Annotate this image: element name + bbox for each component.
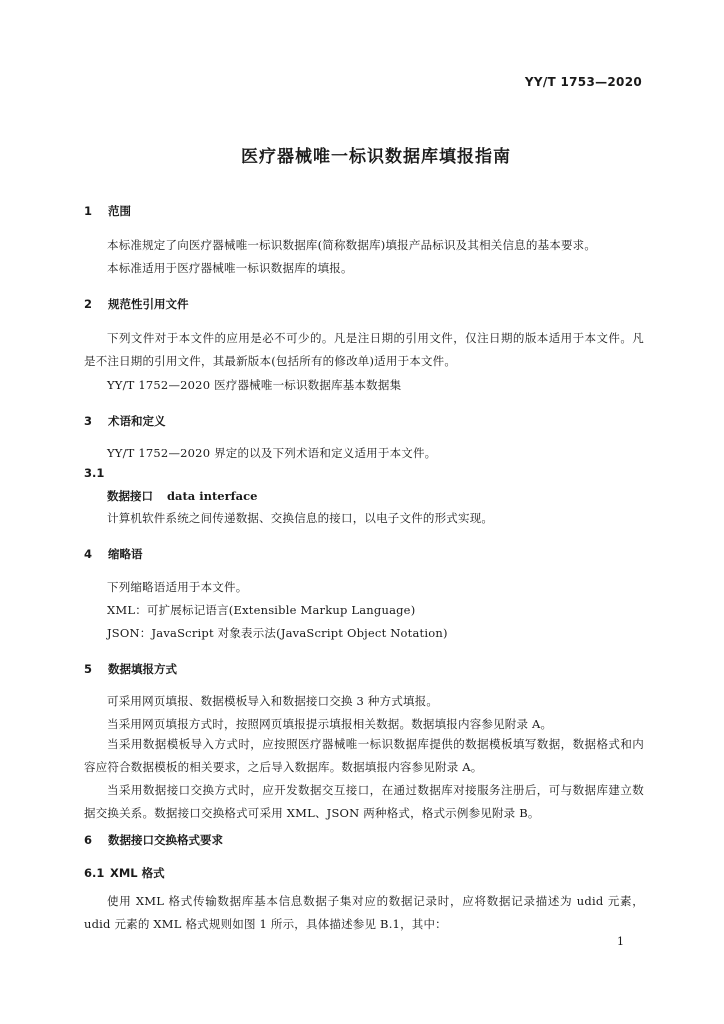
page-number: 1 <box>617 935 624 948</box>
paragraph: 本标准适用于医疗器械唯一标识数据库的填报。 <box>107 261 353 275</box>
section-number: 1 <box>84 204 93 218</box>
section-number: 4 <box>84 547 93 561</box>
standard-code: YY/T 1753—2020 <box>524 75 642 89</box>
paragraph: 可采用网页填报、数据模板导入和数据接口交换 3 种方式填报。 <box>107 694 439 708</box>
document-title: 医疗器械唯一标识数据库填报指南 <box>241 147 511 167</box>
section-title: 规范性引用文件 <box>108 297 189 311</box>
section-title: 术语和定义 <box>108 414 166 428</box>
section-3-heading <box>84 413 166 429</box>
section-2-heading <box>84 296 189 312</box>
paragraph: YY/T 1752—2020 界定的以及下列术语和定义适用于本文件。 <box>107 446 437 460</box>
abbreviation-xml: XML：可扩展标记语言(Extensible Markup Language) <box>107 603 416 617</box>
section-6-heading <box>84 832 223 848</box>
paragraph: 当采用数据模板导入方式时，应按照医疗器械唯一标识数据库提供的数据模板填写数据，数据格式和内容应符合数据模板的相关要求，之后导入数据库。数据填报内容参见附录 A。 <box>84 737 644 774</box>
paragraph: 本标准规定了向医疗器械唯一标识数据库(简称数据库)填报产品标识及其相关信息的基本要求。 <box>107 238 597 252</box>
abbreviation-json: JSON：JavaScript 对象表示法(JavaScript Object Notation) <box>107 626 448 640</box>
section-title: 范围 <box>108 204 131 218</box>
term-number: 3.1 <box>84 466 105 480</box>
paragraph: 使用 XML 格式传输数据库基本信息数据子集对应的数据记录时，应将数据记录描述为 udid 元素，udid 元素的 XML 格式规则如图 1 所示，具体描述参见 B.1，其中： <box>84 894 644 931</box>
subsection-title: XML 格式 <box>110 866 165 880</box>
subsection-number: 6.1 <box>84 866 105 880</box>
section-5-heading <box>84 661 177 677</box>
paragraph: 当采用网页填报方式时，按照网页填报提示填报相关数据。数据填报内容参见附录 A。 <box>107 717 553 731</box>
section-title: 数据接口交换格式要求 <box>108 833 223 847</box>
section-title: 数据填报方式 <box>108 662 177 676</box>
paragraph: 当采用数据接口交换方式时，应开发数据交互接口，在通过数据库对接服务注册后，可与数据库建立数据交换关系。数据接口交换格式可采用 XML、JSON 两种格式，格式示例参见附录 B。 <box>84 783 644 820</box>
subsection-6-1-heading <box>84 865 165 881</box>
term-definition: 计算机软件系统之间传递数据、交换信息的接口，以电子文件的形式实现。 <box>107 511 494 525</box>
section-4-heading <box>84 546 143 562</box>
section-1-heading <box>84 203 131 219</box>
section-number: 3 <box>84 414 93 428</box>
term-chinese: 数据接口 <box>107 489 153 503</box>
section-number: 5 <box>84 662 93 676</box>
term-title <box>107 488 257 504</box>
section-number: 2 <box>84 297 93 311</box>
section-title: 缩略语 <box>108 547 143 561</box>
section-number: 6 <box>84 833 93 847</box>
paragraph: 下列缩略语适用于本文件。 <box>107 580 248 594</box>
paragraph: 下列文件对于本文件的应用是必不可少的。凡是注日期的引用文件，仅注日期的版本适用于本文件。凡是不注日期的引用文件，其最新版本(包括所有的修改单)适用于本文件。 <box>84 331 644 368</box>
normative-reference: YY/T 1752—2020 医疗器械唯一标识数据库基本数据集 <box>107 378 402 392</box>
term-english: data interface <box>167 489 258 503</box>
